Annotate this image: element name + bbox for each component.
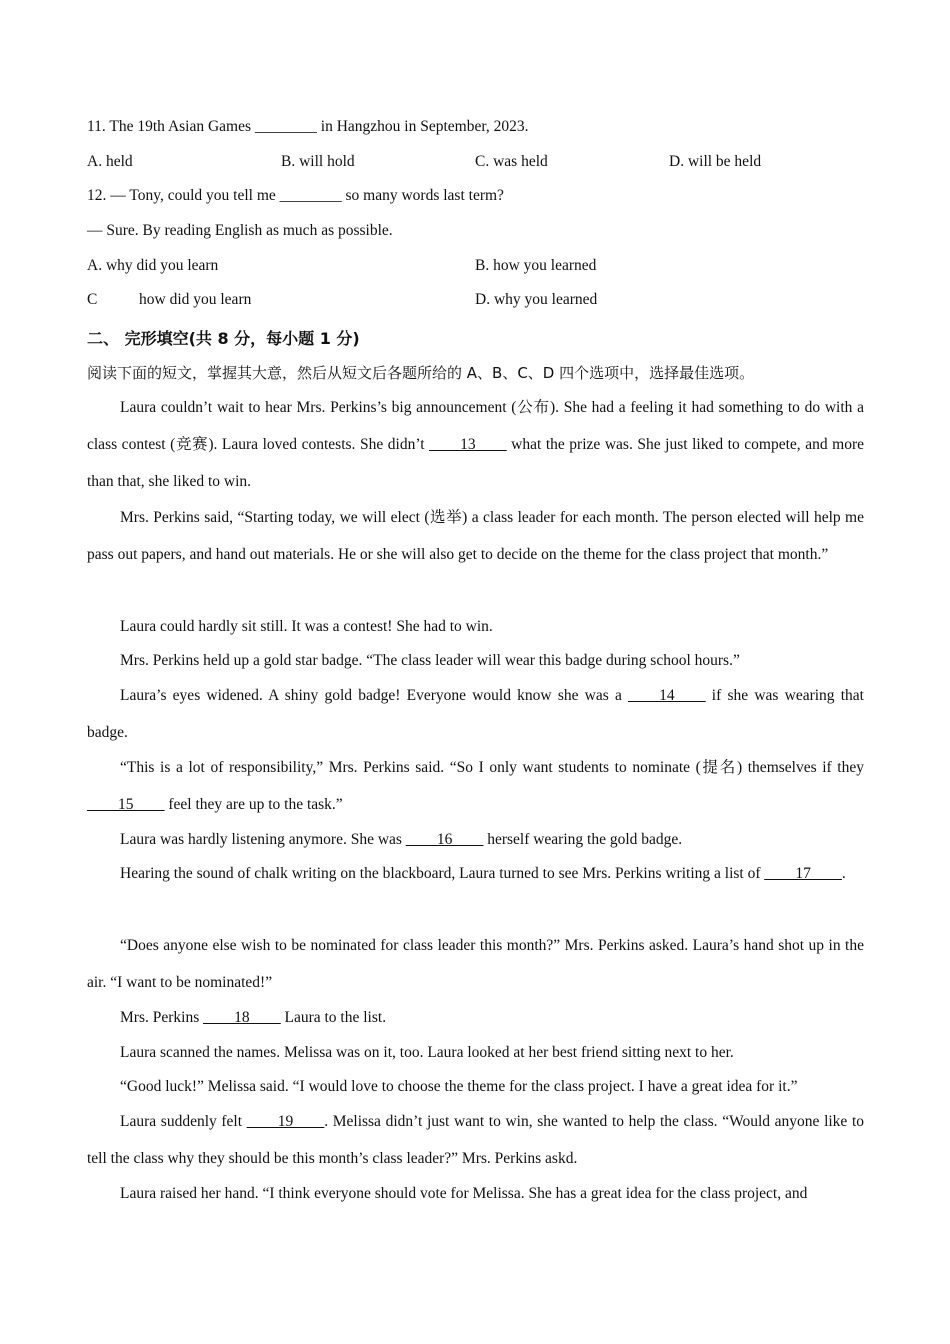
q11-option-c: C. was held bbox=[475, 153, 548, 170]
q11-option-a: A. held bbox=[87, 153, 133, 170]
q12-option-d: D. why you learned bbox=[475, 291, 598, 308]
paragraph-text: Mrs. Perkins bbox=[120, 1009, 204, 1026]
blank-16: ____16____ bbox=[405, 831, 484, 848]
passage-paragraph-4: Mrs. Perkins held up a gold star badge. “The class leader will wear this badge during school hours.” bbox=[120, 652, 740, 669]
passage-paragraph-10 bbox=[87, 999, 864, 1036]
section-title: 二、 完形填空(共 8 分，每小题 1 分) bbox=[87, 329, 360, 348]
paragraph-text: Laura suddenly felt bbox=[120, 1113, 247, 1130]
question-11-stem: 11. The 19th Asian Games ________ in Hangzhou in September, 2023. bbox=[87, 118, 529, 135]
q12-option-a: A. why did you learn bbox=[87, 257, 219, 274]
blank-17: ____17____ bbox=[764, 865, 842, 882]
section-instruction: 阅读下面的短文，掌握其大意，然后从短文后各题所给的 A、B、C、D 四个选项中，选择最佳选项。 bbox=[87, 364, 755, 382]
question-12-reply: — Sure. By reading English as much as possible. bbox=[87, 222, 393, 239]
passage-paragraph-8 bbox=[87, 855, 864, 892]
passage-paragraph-6 bbox=[87, 749, 864, 823]
passage-paragraph-9: “Does anyone else wish to be nominated for class leader this month?” Mrs. Perkins asked. Laura’s hand shot up in the air. “I want to be nominated!” bbox=[87, 937, 864, 991]
paragraph-text: Laura couldn’t wait to hear Mrs. Perkins’s big announcement (公布). She had a feeling it had something to do with a class contest (竞赛). Laura loved contests. She didn’t bbox=[87, 399, 864, 453]
blank-15: ____15____ bbox=[87, 796, 165, 813]
paragraph-text: Laura to the list. bbox=[280, 1009, 387, 1026]
q12-option-c-letter: C bbox=[87, 291, 98, 308]
passage-paragraph-14: Laura raised her hand. “I think everyone should vote for Melissa. She has a great idea for the class project, and bbox=[120, 1185, 808, 1202]
paragraph-text: . Melissa didn’t just want to win, she wanted to help the class. “Would anyone like to tell the class why they should be this month’s class leader?” Mrs. Perkins askd. bbox=[87, 1113, 865, 1167]
passage-paragraph-2: Mrs. Perkins said, “Starting today, we will elect (选举) a class leader for each month. The person elected will help me pass out papers, and hand out materials. He or she will also get to decide on the theme for the class project that month.” bbox=[87, 509, 864, 563]
blank-14: ____14____ bbox=[628, 687, 706, 704]
paragraph-text: . bbox=[841, 865, 846, 882]
passage-paragraph-12: “Good luck!” Melissa said. “I would love to choose the theme for the class project. I have a great idea for it.” bbox=[120, 1078, 798, 1095]
paragraph-text: Laura was hardly listening anymore. She was bbox=[120, 831, 406, 848]
q11-option-d: D. will be held bbox=[669, 153, 762, 170]
passage-paragraph-1 bbox=[87, 389, 864, 500]
blank-18: ____18____ bbox=[203, 1009, 281, 1026]
paragraph-text: herself wearing the gold badge. bbox=[483, 831, 683, 848]
paragraph-text: if she was wearing that badge. bbox=[87, 687, 864, 741]
q12-option-c: how did you learn bbox=[139, 291, 252, 308]
blank-13: ____13____ bbox=[429, 436, 507, 453]
passage-paragraph-3: Laura could hardly sit still. It was a contest! She had to win. bbox=[120, 618, 493, 635]
paragraph-text: what the prize was. She just liked to compete, and more than that, she liked to win. bbox=[87, 436, 864, 490]
paragraph-text: feel they are up to the task.” bbox=[164, 796, 343, 813]
paragraph-text: Laura’s eyes widened. A shiny gold badge! Everyone would know she was a bbox=[120, 687, 629, 704]
passage-paragraph-13 bbox=[87, 1103, 864, 1177]
passage-paragraph-7 bbox=[87, 821, 864, 858]
paragraph-text: Hearing the sound of chalk writing on the blackboard, Laura turned to see Mrs. Perkins writing a list of bbox=[120, 865, 765, 882]
q12-option-b: B. how you learned bbox=[475, 257, 597, 274]
blank-19: ____19____ bbox=[246, 1113, 325, 1130]
passage-paragraph-5 bbox=[87, 677, 864, 751]
passage-paragraph-11: Laura scanned the names. Melissa was on it, too. Laura looked at her best friend sitting next to her. bbox=[120, 1044, 734, 1061]
q11-option-b: B. will hold bbox=[281, 153, 355, 170]
question-12-stem: 12. — Tony, could you tell me ________ so many words last term? bbox=[87, 187, 504, 204]
paragraph-text: “This is a lot of responsibility,” Mrs. Perkins said. “So I only want students to nominate (提名) themselves if they bbox=[120, 759, 864, 776]
